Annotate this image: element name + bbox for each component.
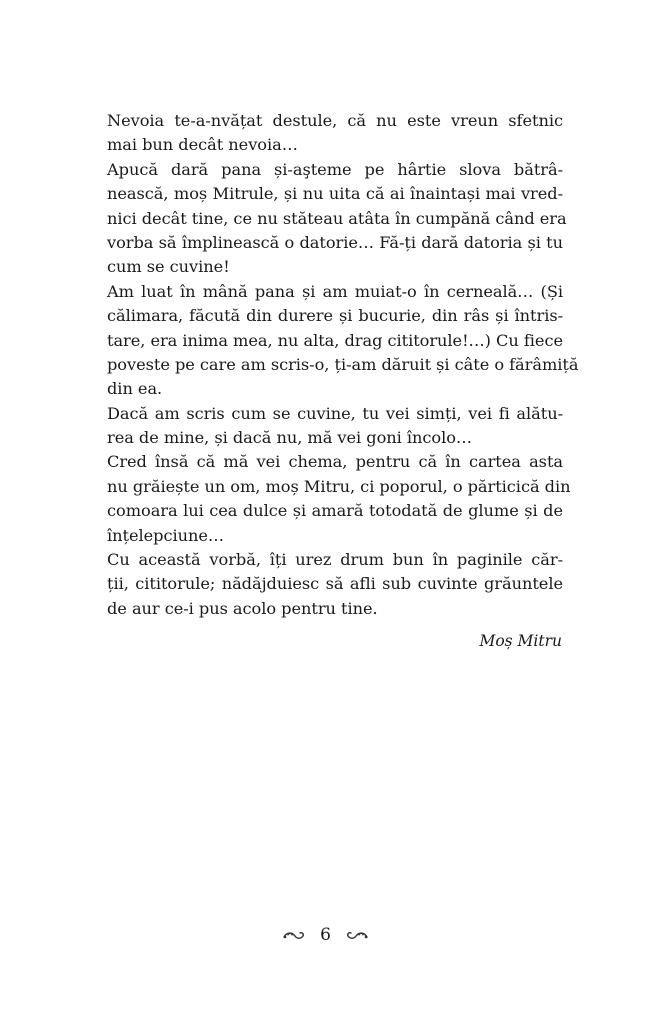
text-line: nu grăiește un om, moș Mitru, ci poporul, o părticică din bbox=[107, 476, 571, 496]
signature: Moș Mitru bbox=[479, 632, 562, 651]
text-line: Apucă dară pana și-aşteme pe hârtie slova bătrâ- bbox=[107, 159, 563, 179]
text-line: mai bun decât nevoia… bbox=[107, 135, 298, 155]
right-ornament-icon bbox=[345, 928, 369, 942]
page-number: 6 bbox=[320, 925, 331, 945]
text-line: Cred însă că mă vei chema, pentru că în cartea asta bbox=[107, 452, 563, 472]
text-line: nească, moș Mitrule, și nu uita că ai înaintași mai vred- bbox=[107, 184, 563, 204]
text-line: vorba să împlinească o datorie… Fă-ți dară datoria și tu bbox=[107, 232, 563, 252]
text-line: din ea. bbox=[107, 379, 163, 399]
text-line: Cu această vorbă, îți urez drum bun în paginile căr- bbox=[107, 550, 563, 570]
text-line: rea de mine, și dacă nu, mă vei goni încolo… bbox=[107, 428, 473, 448]
text-line: Am luat în mână pana și am muiat-o în cerneală… (Și bbox=[107, 281, 563, 301]
text-line: Dacă am scris cum se cuvine, tu vei simți, vei fi alătu- bbox=[107, 403, 563, 423]
text-line: ții, cititorule; nădăjduiesc să afli sub cuvinte grăuntele bbox=[107, 574, 563, 594]
text-line: de aur ce-i pus acolo pentru tine. bbox=[107, 598, 378, 618]
text-line: poveste pe care am scris-o, ți-am dăruit și câte o fărâmiță bbox=[107, 354, 579, 374]
page-footer bbox=[0, 920, 651, 950]
text-line: cum se cuvine! bbox=[107, 257, 230, 277]
text-line: comoara lui cea dulce și amară totodată de glume și de bbox=[107, 501, 563, 521]
body-text bbox=[107, 109, 579, 655]
text-line: călimara, făcută din durere și bucurie, din râs și întris- bbox=[107, 306, 563, 326]
text-line: înțelepciune… bbox=[107, 525, 225, 545]
text-line: tare, era inima mea, nu alta, drag cititorule!…) Cu fiece bbox=[107, 330, 563, 350]
text-line: nici decât tine, ce nu stăteau atâta în cumpănă când era bbox=[107, 208, 567, 228]
text-line: Nevoia te-a-nvățat destule, că nu este vreun sfetnic bbox=[107, 111, 563, 130]
left-ornament-icon bbox=[282, 928, 306, 942]
